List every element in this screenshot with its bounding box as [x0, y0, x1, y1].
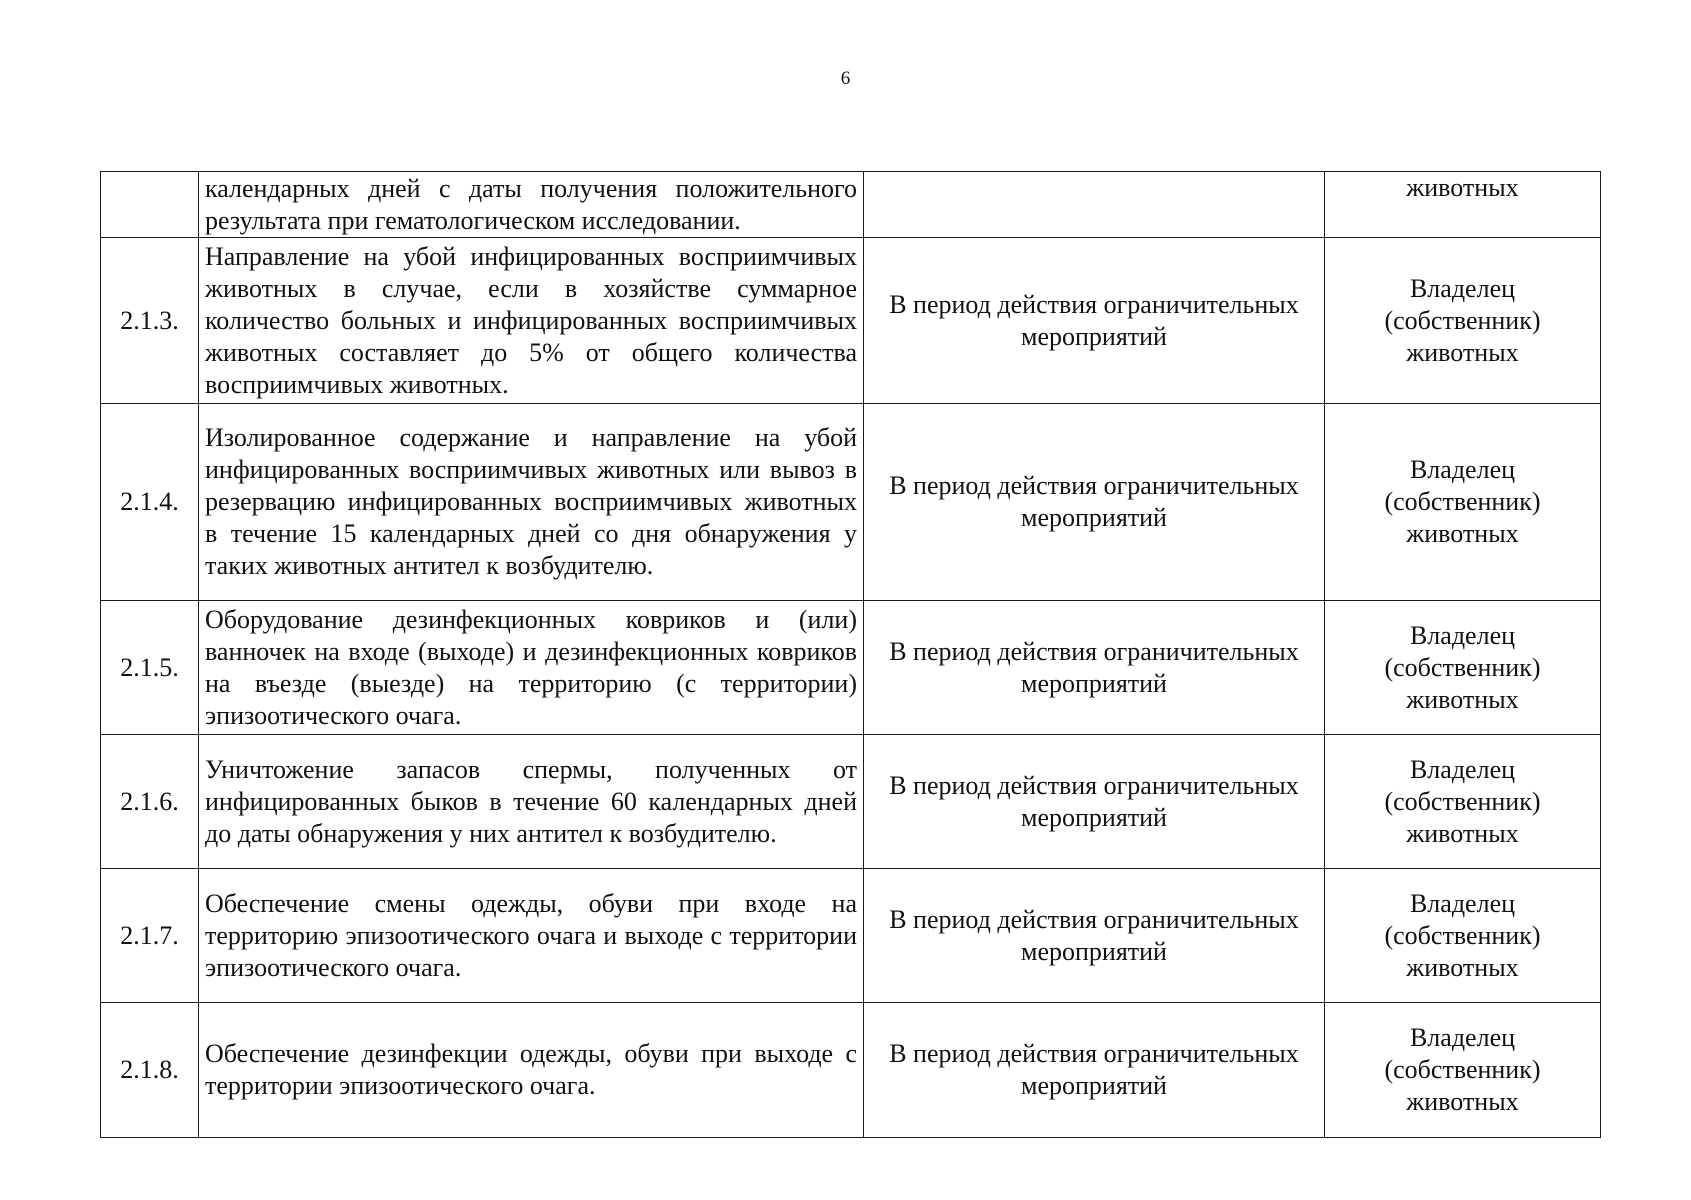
table-row — [101, 869, 1601, 1003]
measure-term — [864, 172, 1325, 238]
table-row — [101, 238, 1601, 404]
measure-text: Оборудование дезинфекционных ковриков и (или) ванночек на входе (выходе) и дезинфекционных ковриков на въезде (выезде) на территорию (с территории) эпизоотического очага. — [199, 601, 864, 735]
row-number: 2.1.4. — [101, 404, 199, 601]
measure-text: календарных дней с даты получения положительного результата при гематологическом исследовании. — [199, 172, 864, 238]
measure-term: В период действия ограничительных мероприятий — [864, 869, 1325, 1003]
measure-text: Обеспечение дезинфекции одежды, обуви при выходе с территории эпизоотического очага. — [199, 1003, 864, 1138]
measure-text: Изолированное содержание и направление на убой инфицированных восприимчивых животных или вывоз в резервацию инфицированных восприимчивых животных в течение 15 календарных дней со дня обнаружения у таких животных антител к возбудителю. — [199, 404, 864, 601]
measure-responsible: Владелец (собственник) животных — [1325, 735, 1601, 869]
measure-term: В период действия ограничительных мероприятий — [864, 404, 1325, 601]
measure-responsible: животных — [1325, 172, 1601, 238]
page-number: 6 — [840, 68, 851, 89]
measure-term: В период действия ограничительных мероприятий — [864, 735, 1325, 869]
table-row — [101, 601, 1601, 735]
measure-responsible: Владелец (собственник) животных — [1325, 1003, 1601, 1138]
table-row — [101, 404, 1601, 601]
row-number: 2.1.8. — [101, 1003, 199, 1138]
table-row — [101, 735, 1601, 869]
measure-term: В период действия ограничительных мероприятий — [864, 601, 1325, 735]
table-row — [101, 172, 1601, 238]
measure-responsible: Владелец (собственник) животных — [1325, 869, 1601, 1003]
measure-text: Обеспечение смены одежды, обуви при входе на территорию эпизоотического очага и выходе с территории эпизоотического очага. — [199, 869, 864, 1003]
table-row — [101, 1003, 1601, 1138]
measure-responsible: Владелец (собственник) животных — [1325, 238, 1601, 404]
row-number: 2.1.5. — [101, 601, 199, 735]
row-number: 2.1.6. — [101, 735, 199, 869]
row-number: 2.1.3. — [101, 238, 199, 404]
measure-responsible: Владелец (собственник) животных — [1325, 404, 1601, 601]
measures-table — [100, 171, 1601, 1138]
measure-term: В период действия ограничительных мероприятий — [864, 1003, 1325, 1138]
measure-text: Уничтожение запасов спермы, полученных от инфицированных быков в течение 60 календарных дней до даты обнаружения у них антител к возбудителю. — [199, 735, 864, 869]
measure-responsible: Владелец (собственник) животных — [1325, 601, 1601, 735]
measure-term: В период действия ограничительных мероприятий — [864, 238, 1325, 404]
row-number: 2.1.7. — [101, 869, 199, 1003]
measure-text: Направление на убой инфицированных восприимчивых животных в случае, если в хозяйстве суммарное количество больных и инфицированных восприимчивых животных составляет до 5% от общего количества восприимчивых животных. — [199, 238, 864, 404]
row-number — [101, 172, 199, 238]
